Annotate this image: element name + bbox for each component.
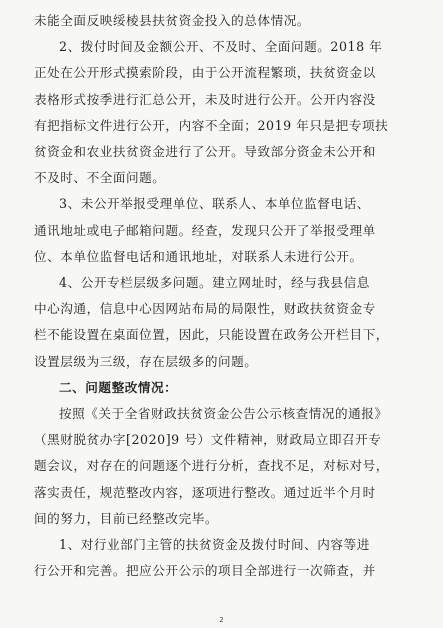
text-line: 有把指标文件进行公开，内容不全面；2019 年只是把专项扶 — [34, 117, 389, 133]
text-line: 间的努力，目前已经整改完毕。 — [34, 510, 219, 526]
text-line: 贫资金和农业扶贫资金进行了公开。导致部分资金未公开和 — [34, 144, 376, 160]
text-line: 未能全面反映绥棱县扶贫资金投入的总体情况。 — [34, 13, 311, 28]
section-heading-4: 4、公开专栏层级多问题。建立网址时，经与我县信息 — [59, 275, 370, 291]
text-line: 栏不能设置在桌面位置，因此，只能设置在政务公开栏目下， — [34, 327, 389, 343]
page-number: 2 — [219, 616, 224, 624]
text-line: 通讯地址或电子邮箱问题。经查，发现只公开了举报受理单 — [34, 222, 376, 238]
section-title-rectification: 二、问题整改情况： — [59, 379, 178, 395]
text-line: （黑财脱贫办字[2020]9 号）文件精神，财政局立即召开专 — [34, 432, 382, 448]
text-line: 题会议，对存在的问题逐个进行分析，查找不足，对标对号， — [34, 458, 389, 474]
text-line: 行公开和完善。把应公开公示的项目全部进行一次筛查，并 — [34, 563, 376, 579]
numbered-item-1: 1、对行业部门主管的扶贫资金及拨付时间、内容等进 — [59, 537, 370, 553]
text-line: 表格形式按季进行汇总公开，未及时进行公开。公开内容没 — [34, 91, 376, 107]
section-heading-3: 3、未公开举报受理单位、联系人、本单位监督电话、 — [59, 196, 370, 212]
text-line: 中心沟通，信息中心因网站布局的局限性，财政扶贫资金专 — [34, 301, 376, 317]
text-line: 位、本单位监督电话和通讯地址，对联系人未进行公开。 — [34, 248, 363, 264]
text-line: 按照《关于全省财政扶贫资金公告公示核查情况的通报》 — [59, 406, 388, 422]
text-line: 不及时、不全面问题。 — [34, 170, 166, 186]
text-line: 正处在公开形式摸索阶段，由于公开流程繁琐，扶贫资金以 — [34, 65, 376, 81]
text-line: 设置层级为三级，存在层级多的问题。 — [34, 353, 258, 369]
text-line: 落实责任，规范整改内容，逐项进行整改。通过近半个月时 — [34, 484, 376, 500]
section-heading-2: 2、拨付时间及金额公开、不及时、全面问题。2018 年 — [59, 39, 383, 55]
